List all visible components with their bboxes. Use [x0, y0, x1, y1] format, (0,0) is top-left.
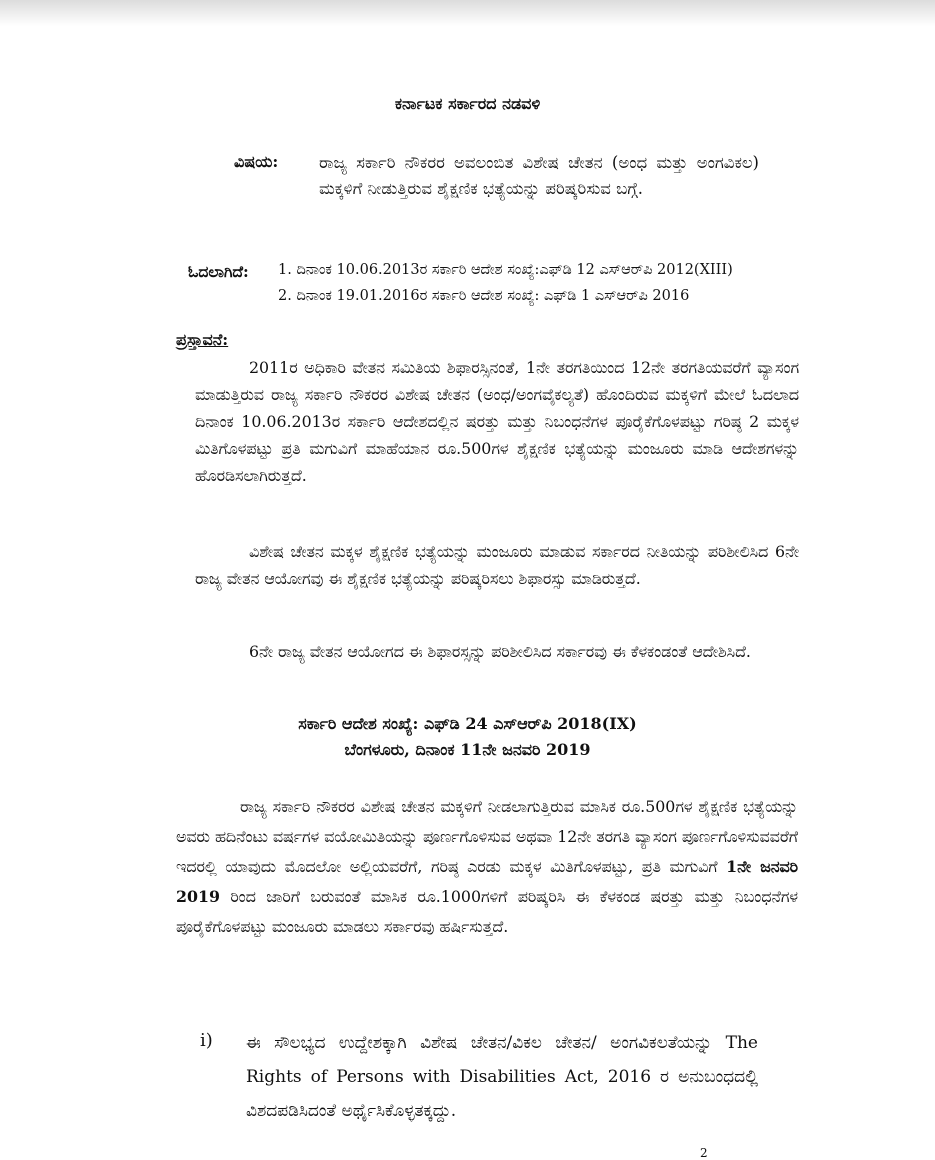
order-effective-date: 1ನೇ ಜನವರಿ 2019 [176, 857, 798, 906]
preamble-paragraph: 2011ರ ಅಧಿಕಾರಿ ವೇತನ ಸಮಿತಿಯ ಶಿಫಾರಸ್ಸಿನಂತೆ, 1ನೇ ತರಗತಿಯಿಂದ 12ನೇ ತರಗತಿಯವರೆಗೆ ವ್ಯಾಸಂಗ ಮಾಡುತ್ತಿರುವ ರಾಜ್ಯ ಸರ್ಕಾರಿ ನೌಕರರ ವಿಶೇಷ ಚೇತನ (ಅಂಧ/ಅಂಗವೈಕಲ್ಯತೆ) ಹೊಂದಿರುವ ಮಕ್ಕಳಿಗೆ ಮೇಲೆ ಓದಲಾದ ದಿನಾಂಕ 10.06.2013ರ ಸರ್ಕಾರಿ ಆದೇಶದಲ್ಲಿನ ಷರತ್ತು ಮತ್ತು ನಿಬಂಧನೆಗಳ ಪೂರೈಕೆಗೊಳಪಟ್ಟು ಗರಿಷ್ಠ 2 ಮಕ್ಕಳ ಮಿತಿಗೊಳಪಟ್ಟು ಪ್ರತಿ ಮಗುವಿಗೆ ಮಾಹೆಯಾನ ರೂ.500ಗಳ ಶೈಕ್ಷಣಿಕ ಭತ್ಯೆಯನ್ನು ಮಂಜೂರು ಮಾಡಿ ಆದೇಶಗಳನ್ನು ಹೊರಡಿಸಲಾಗಿರುತ್ತದೆ. [195, 358, 799, 485]
subject-label: ವಿಷಯ: [234, 152, 279, 171]
subject-text: ರಾಜ್ಯ ಸರ್ಕಾರಿ ನೌಕರರ ಅವಲಂಬಿತ ವಿಶೇಷ ಚೇತನ (ಅಂಧ ಮತ್ತು ಅಂಗವಿಕಲ) ಮಕ್ಕಳಿಗೆ ನೀಡುತ್ತಿರುವ ಶೈಕ್ಷಣಿಕ ಭತ್ಯೆಯನ್ನು ಪರಿಷ್ಕರಿಸುವ ಬಗ್ಗೆ. [319, 153, 759, 198]
order-body-text: ರಾಜ್ಯ ಸರ್ಕಾರಿ ನೌಕರರ ವಿಶೇಷ ಚೇತನ ಮಕ್ಕಳಿಗೆ ನೀಡಲಾಗುತ್ತಿರುವ ಮಾಸಿಕ ರೂ.500ಗಳ ಶೈಕ್ಷಣಿಕ ಭತ್ಯೆಯನ್ನು ಅವರು ಹದಿನೆಂಟು ವರ್ಷಗಳ ವಯೋಮಿತಿಯನ್ನು ಪೂರ್ಣಗೊಳಿಸುವ ಅಥವಾ 12ನೇ ತರಗತಿ ವ್ಯಾಸಂಗ ಪೂರ್ಣಗೊಳಿಸುವವರೆಗೆ ಇದರಲ್ಲಿ ಯಾವುದು ಮೊದಲೋ ಅಲ್ಲಿಯವರೆಗೆ, ಗರಿಷ್ಠ ಎರಡು ಮಕ್ಕಳ ಮಿತಿಗೊಳಪಟ್ಟು, ಪ್ರತಿ ಮಗುವಿಗೆ [176, 797, 798, 876]
order-body-text: ರಿಂದ ಜಾರಿಗೆ ಬರುವಂತೆ ಮಾಸಿಕ ರೂ.1000ಗಳಿಗೆ ಪರಿಷ್ಕರಿಸಿ ಈ ಕೆಳಕಂಡ ಷರತ್ತು ಮತ್ತು ನಿಬಂಧನೆಗಳ ಪೂರೈಕೆಗೊಳಪಟ್ಟು ಮಂಜೂರು ಮಾಡಲು ಸರ್ಕಾರವು ಹರ್ಷಿಸುತ್ತದೆ. [176, 887, 798, 936]
condition-number: i) [200, 1030, 213, 1051]
preamble-label: ಪ್ರಸ್ತಾವನೆ: [176, 330, 229, 349]
preamble-paragraph: ವಿಶೇಷ ಚೇತನ ಮಕ್ಕಳ ಶೈಕ್ಷಣಿಕ ಭತ್ಯೆಯನ್ನು ಮಂಜೂರು ಮಾಡುವ ಸರ್ಕಾರದ ನೀತಿಯನ್ನು ಪರಿಶೀಲಿಸಿದ 6ನೇ ರಾಜ್ಯ ವೇತನ ಆಯೋಗವು ಈ ಶೈಕ್ಷಣಿಕ ಭತ್ಯೆಯನ್ನು ಪರಿಷ್ಕರಿಸಲು ಶಿಫಾರಸ್ಸು ಮಾಡಿರುತ್ತದೆ. [195, 542, 799, 588]
reference-item: 1. ದಿನಾಂಕ 10.06.2013ರ ಸರ್ಕಾರಿ ಆದೇಶ ಸಂಖ್ಯೆ:ಎಫ್‌ಡಿ 12 ಎಸ್‌ಆರ್‌ಪಿ 2012(XIII) [278, 262, 733, 278]
preamble-paragraph: 6ನೇ ರಾಜ್ಯ ವೇತನ ಆಯೋಗದ ಈ ಶಿಫಾರಸ್ಸನ್ನು ಪರಿಶೀಲಿಸಿದ ಸರ್ಕಾರವು ಈ ಕೆಳಕಂಡಂತೆ ಆದೇಶಿಸಿದೆ. [249, 642, 751, 661]
document-title: ಕರ್ನಾಟಕ ಸರ್ಕಾರದ ನಡವಳಿ [394, 94, 541, 113]
references-label: ಓದಲಾಗಿದೆ: [188, 262, 249, 281]
order-place-date: ಬೆಂಗಳೂರು, ದಿನಾಂಕ 11ನೇ ಜನವರಿ 2019 [344, 740, 591, 759]
reference-item: 2. ದಿನಾಂಕ 19.01.2016ರ ಸರ್ಕಾರಿ ಆದೇಶ ಸಂಖ್ಯೆ: ಎಫ್‌ಡಿ 1 ಎಸ್‌ಆರ್‌ಪಿ 2016 [278, 288, 690, 304]
order-number: ಸರ್ಕಾರಿ ಆದೇಶ ಸಂಖ್ಯೆ: ಎಫ್‌ಡಿ 24 ಎಸ್‌ಆರ್‌ಪಿ 2018(IX) [298, 714, 637, 733]
order-body [176, 792, 798, 942]
condition-text: ಈ ಸೌಲಭ್ಯದ ಉದ್ದೇಶಕ್ಕಾಗಿ ವಿಶೇಷ ಚೇತನ/ವಿಕಲ ಚೇತನ/ ಅಂಗವಿಕಲತೆಯನ್ನು The Rights of Persons with Disabilities Act, 2016 ರ ಅನುಬಂಧದಲ್ಲಿ ವಿಶದಪಡಿಸಿದಂತೆ ಅರ್ಥೈಸಿಕೊಳ್ಳತಕ್ಕದ್ದು. [246, 1033, 758, 1121]
page-number: 2 [700, 1146, 708, 1160]
